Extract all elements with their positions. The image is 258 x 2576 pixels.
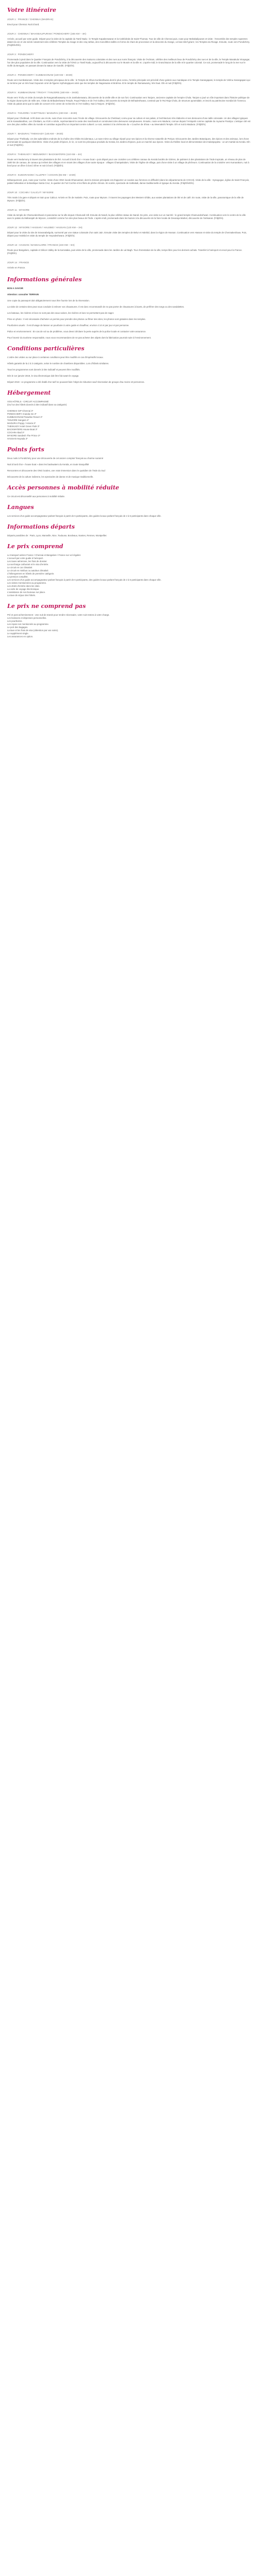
hebergement-block: [7, 400, 251, 440]
itinerary-days: [7, 18, 251, 269]
day-heading: JOUR 9 : KUMARAKOM / ALLEPEY / COCHIN (65 KM – 1H30): [7, 174, 76, 176]
day-heading: JOUR 14 : FRANCE: [7, 261, 29, 264]
info-line: La visite de certains sites peut nous conduire à enlever vos chaussures. Il est donc recommandé de ne pas porter de chaussures à lacets, de préférer des tongs ou des sandalettes.: [7, 306, 185, 308]
condition-line: Tous les programmes sont donnés à titre indicatif et peuvent être modifiés.: [7, 368, 80, 371]
day-paragraph: Route vers Trichy et visite du temple de Ranganathaswamy et de Jambukeswara, découverte de la vieille ville et de son fort. Continuation vers Tanjore, ancienne capitale de l'empire Chola. Tanjore a joué un rôle important dans l'histoire politique de la région durant près de mille ans. Visite du Bribadeshwara Temple, Royal Palace et de l'Art Gallery. Découverte du temple de Brihadeshwara, construit par le Roi Raja Chola, de structure pyramidale, et inscrit au patrimoine mondial de l'Unesco. Visite du palais ainsi que la salle de concert et le centre de recherche et l'Art Gallery. Nuit à Tanjore. (F/dj/Dîn).: [7, 96, 250, 105]
page-title: Votre itinéraire: [7, 7, 56, 13]
hebergement-intro: VOS HÔTELS - CIRCUIT ACCOMPAGNÉ: [7, 400, 49, 403]
day-heading: JOUR 1 : FRANCE / CHENNAI (MADRAS): [7, 18, 54, 21]
section-title-points-forts: Points forts: [7, 446, 44, 453]
section-title-infos-departs: Informations départs: [7, 523, 75, 530]
prix-comprend-item: La carte de voyage électronique.: [7, 588, 40, 590]
hotel-item: COCHIN Abad 3*: [7, 431, 25, 434]
acces-block: [7, 495, 251, 498]
day-block: [7, 53, 251, 67]
informations-block: [7, 287, 251, 340]
day-heading: JOUR 2 : CHENNAI / MAHABALIPURAM / PONDICHERY (165 KM – 4H): [7, 32, 86, 35]
info-line: BON A SAVOIR: [7, 287, 23, 290]
langues-block: [7, 515, 251, 518]
day-heading: JOUR 8 : THEKKADY / NEDUMONY / BACKWATERS (110 KM – 4H): [7, 153, 82, 156]
day-block: [7, 226, 251, 238]
day-heading: JOUR 4 : PONDICHERY / KUMBAKONAM (130 KM – 3H30): [7, 74, 73, 76]
section-title-prix-comprend: Le prix comprend: [7, 543, 63, 550]
prix-ne-comprend-pas-item: Le port des bagages.: [7, 626, 28, 629]
hotel-item: CHENNAI GIP Chennai 3*: [7, 410, 34, 412]
day-block: [7, 244, 251, 255]
info-line: Pour l'avenir du tourisme responsable, nous vous recommandons de ne pas acheter des objets dont la fabrication pourrait nuire à l'environnement.: [7, 336, 151, 339]
day-paragraph: Route vers Kumbakonam. Visite des 4 temples principaux de la ville : le Temple de Shiva Kumbeshwara dont le plus connu, l'entrée principale est précédé d'une galerie aux mandapas et le Temple Sarangapani, le temple de Vishnu Sarangapani qui se termine par un très haut Gopuram orné de figures mythologiques ainsi que les temples de Nageswara et Brahma. Et le temple de Ramaswamy, très haut. Dîn et nuit (F/dj/Dîn).: [7, 79, 250, 84]
section-title-conditions: Conditions particulières: [7, 345, 85, 352]
day-paragraph: Très matin à la gare et départ en train pour Calicut. Arrivée en fin de matinée. Puis, route pour Mysore. À travers les paysages des Western Ghâts, aux vastes plantations de thé et de café. En route, visite de la ville, panoramique de la ville de Mysore. (F/dj/Dîn).: [7, 196, 244, 202]
condition-line: Hôtels garantis de la 2 à 3 catégorie, selon le nombre de chambres disponibles. Lors d'hôtels similaires.: [7, 362, 109, 365]
day-paragraph: Arrivée, accueil par votre guide. Départ pour la visite de la capitale du Tamil Nadu : le Temple Kapaleeswarar et la Cathédrale de Saint-Thomas. Tour de ville de Chennai puis, route pour Mahabalipuram et visite : l'ensemble des temples rupestres datant du vie et viie siècle notamment des célèbres Temples du rivage et des cinq rathas, des monolithes taillés en forme de chars de procession et la descente du Gange, un bas-relief géant ; les Temples du Rivage. Ensuite, route vers Pondichéry. (F/dj/Dîn/Dîn).: [7, 38, 250, 46]
prix-ne-comprend-pas-item: Les assurances en option.: [7, 635, 34, 638]
prix-comprend-item: La pension complète.: [7, 575, 28, 578]
day-block: [7, 91, 251, 106]
day-heading: JOUR 13 : HASSAN / BANGALORE / FRANCE (240 KM – 5H): [7, 244, 75, 246]
prix-comprend-item: La taxe de séjour des hôtels.: [7, 594, 36, 597]
info-line: Prise en photo : Il est nécessaire d'acheter un permis pour prendre des photos ou filmer des sites, les photos sont gratuites dans les temples.: [7, 318, 146, 320]
day-block: [7, 74, 251, 85]
info-line: Les bateaux, les rivières et lacs ne sont pas des eaux saines, les rivières et lacs ne permettent pas de nager.: [7, 312, 115, 314]
point-fort-line: Deux nuits à Pondichéry pour une découverte de cet ancien comptoir français au charme suranné: [7, 457, 104, 460]
conditions-block: [7, 356, 251, 384]
info-line: Pourboires usuels : il est d'usage de laisser un pourboire à votre guide et chauffeur, environ 4 à 5 € par jour et par personne.: [7, 324, 130, 327]
day-block: [7, 261, 251, 269]
section-title-prix-ne-comprend-pas: Le prix ne comprend pas: [7, 603, 86, 609]
condition-line: L'ordre des visites ou sur place à certaines conditions peut être modifié en cas d'impératifs locaux.: [7, 356, 104, 359]
info-line: Une copie du passeport doit obligatoirement nous être fournie lors de la réservation.: [7, 299, 90, 302]
prix-ne-comprend-pas-item: Les boissons et dépenses personnelles.: [7, 617, 47, 619]
prix-comprend-item: Les droits d'entrée dans les sites.: [7, 585, 40, 587]
info-line: Police et environnement : En cas de vol ou de problème, vous devez déclarer la perte auprès de la police locale et contacter votre assurance.: [7, 330, 147, 333]
day-paragraph: Visite du temple de Chamundeshwari et panorama sur la ville depuis Chamundi Hill. Ensuite de Nandi, la plus célèbre statue de Nandi. De près, une visite sur un marché : le grand temple Chamundeshwari. Continuation vers le centre de la ville avec le palais du Maharajah de Mysore, considéré comme l'un des plus beaux de l'Inde. L'après-midi, promenade dans les bazars à la découverte de la foire locale de Devaraja Market, découverte de l'artisanat. (F/dj/Dîn).: [7, 214, 246, 219]
day-block: [7, 132, 251, 147]
hotel-item: KUMBAKONAM Paradise Resort 3*: [7, 416, 43, 418]
langue-line: Les services d'un guide accompagnateur parlant français à partir de 6 participants, des guides locaux parlant français de 2 à 5 participants dans chaque ville.: [7, 515, 162, 517]
day-block: [7, 209, 251, 220]
infos-departs-line: Départs possibles de : Paris, Lyon, Marseille, Nice, Toulouse, Bordeaux, Nantes, Rennes, Montpellier.: [7, 534, 107, 537]
prix-comprend-item: Le circuit en minibus ou autobus climatisé.: [7, 569, 49, 572]
prix-ne-comprend-pas-block: [7, 614, 251, 638]
day-heading: JOUR 10 : COCHIN / CALICUT / MYSORE: [7, 191, 54, 194]
day-heading: JOUR 11 : MYSORE: [7, 209, 30, 211]
prix-ne-comprend-pas-item: Pré et post acheminement : Une nuit de transit pour rendre nécessaire, votre nuit restera à votre charge.: [7, 614, 110, 616]
prix-comprend-item: L'accueil par votre guide à l'aéroport.: [7, 557, 44, 560]
point-fort-line: Rencontres et découverte des ONG locales, une vraie immersion dans le quotidien de l'Inde du Sud: [7, 469, 105, 472]
infos-departs-block: [7, 534, 251, 537]
info-line: Attention: consulter TERRAIN: [7, 293, 39, 296]
hotel-item: THEKKADY Hotel Green Park 3*: [7, 425, 40, 428]
day-paragraph: Départ pour la visite du site de Sravanabelgola, surmonté par une statue colossale d'un saint Jain. Ensuite visite des temples de Belur et Halebid, dans la région de Hassan. Continuation vers Hassan et visite du temple de Chennakeshava. Puis, départ pour Halebid et visite du temple de Hoysaleshwara. (F/dj/Dîn).: [7, 231, 247, 237]
day-block: [7, 32, 251, 47]
prix-ne-comprend-pas-item: La taxe et les frais de visa (obtention par vos soins).: [7, 629, 59, 632]
day-heading: JOUR 7 : MADURAI / THEKKADY (145 KM – 3H30): [7, 132, 63, 135]
day-paragraph: Départ pour Thekkady. Un des splendides endroits de la chaîne des Ghâts Occidentaux, La route mène au village réputé pour ses épices et la réserve naturelle de Periyar. Découverte des Jardins Botaniques, des épices et des animaux, lors d'une promenade de quelques kilomètres. Visite d'un jardin d'épices, le riz, ce sont les principaux produits du Kerala, les Jardins d'épices, puis un marché aux épices. Visite du théâtre local et démonstration des Kalaripayattu - un art martial du Kerala. Dîn et nuit (F/dj/Dîn).: [7, 138, 250, 146]
day-block: [7, 153, 251, 167]
day-block: [7, 191, 251, 202]
day-paragraph: Promenade à pied dans le Quartier Français de Pondichéry, à la découverte des maisons coloniales et des rues aux noms français. Visite de l'Ashram, célèbre des meilleurs lieux de Pondichéry des rues et de la ville, le Temple Manakula Vinayagar, l'un des plus populaires de la ville. Continuation vers la visite de l'ONG Le Tamil Nadu, aujourd'hui à découverte sur le Musée et la ville et. L'après-midi, le Grand Bazar de la ville et le quartier colonial. Ce soir, promenade le long de la mer sur le Golfe du Bengale, en passant devant la statue de Gandhi. (F/dj/Dîn).: [7, 58, 250, 67]
hotel-item: PONDICHERY Ananda Inn 3*: [7, 413, 37, 415]
day-paragraph: Route vers Nedumony à travers des plantations de thé. Accueil à bord d'un « House boat » puis départ pour une croisière Les célèbres canaux du Kerala bordés de rizières, de palmiers à des plantations de l'Inde tropicale, un réseau de plus de 1500 km de canaux, de canaux qui relient des villages et en vivant des villages d'une autre époque : villages Champakulam, Visite de l'église de village, puis d'une visite à un village de pêcheurs. Continuation de la croisière vers Kumarakom, nuit à bord pour un dîner à bord. Dîner et nuit à bord. (F/dj/Dîn).: [7, 158, 249, 167]
day-heading: JOUR 5 : KUMBAKONAM / TRICHY / TANJORE (180 KM – 3H30): [7, 91, 78, 94]
section-title-hebergement: Hébergement: [7, 389, 51, 396]
section-title-informations: Informations générales: [7, 276, 82, 283]
day-paragraph: Arrivée en France.: [7, 266, 26, 269]
prix-comprend-item: Les taxes aériennes, les frais de dossier.: [7, 560, 47, 563]
hotel-item: HASSAN Hoysala 3*: [7, 437, 28, 440]
hotel-item: BACKWATERS House Boat 3*: [7, 428, 38, 431]
day-paragraph: Débarquement, puis, route pour Cochin. Visite d'une ONG locale Dhanvantari, dont la mission principale est d'apporter un soutien aux femmes en difficulté (dans les départements de COCHI). Visite de la ville : Synagogue, église de Saint-François, palais hollandais et la Basilique Santa Cruz, le quartier de Fort Cochin et les filets de pêche chinois. En soirée, spectacle de Kathakali, danse traditionnelle et typique du Kerala. (F/dj/Dîn/Dîn).: [7, 179, 250, 184]
point-fort-line: Nuit à bord d'un « house boat » dans les backwaters du Kerala, en toute tranquillité: [7, 463, 89, 466]
prix-comprend-item: Les visites mentionnées au programme.: [7, 582, 47, 584]
day-paragraph: Route pour Bangalore, capitale et Silicon Valley de la Karnataka, puis visite de la ville, promenade dans les Jardins de Lal Bagh. Tour d'orientation de la ville, temps libre pour les derniers achats. Transfert à l'aéroport et envol pour la France. (F/dj/Dîn).: [7, 249, 243, 255]
prix-ne-comprend-pas-item: Le supplément single.: [7, 632, 29, 635]
hotel-list: [7, 410, 251, 440]
prix-comprend-item: Le transport aérien France / Chennai et Bangalore / France sur vol régulier.: [7, 554, 82, 556]
day-heading: JOUR 3 : PONDICHERY: [7, 53, 34, 56]
condition-line: Départ 2019 : ce programme a été établi d'un tarif ne pouvant faire l'objet de réduction sauf réservation de groupe d'au moins 10 personnes.: [7, 381, 145, 383]
prix-comprend-item: L'hébergement en hôtels de première catégorie.: [7, 572, 55, 575]
points-forts-block: [7, 457, 251, 479]
hotel-item: MYSORE Sandesh The Prince 3*: [7, 434, 40, 437]
hotel-item: TANJORE Sangam 4*: [7, 419, 29, 421]
prix-comprend-item: La surcharge carburant et le visa d'entrée.: [7, 563, 49, 566]
point-fort-line: Découverte de la culture indienne, les spectacles de danse et de musique traditionnelle.: [7, 476, 94, 478]
day-heading: JOUR 6 : TANJORE / CHETTINAD / MADURAI (230 KM – 4H30): [7, 112, 77, 114]
day-block: [7, 112, 251, 126]
prix-comprend-block: [7, 554, 251, 597]
prix-comprend-item: L'assistance de nos bureaux sur place.: [7, 591, 46, 594]
prix-ne-comprend-pas-item: Les pourboires.: [7, 620, 23, 622]
prix-comprend-item: Les services d'un guide accompagnateur parlant français à partir de 6 participants, des guides locaux parlant français de 2 à 5 participants dans chaque ville.: [7, 579, 162, 581]
section-title-acces: Accès personnes à mobilité réduite: [7, 484, 119, 491]
content: [0, 0, 258, 638]
day-paragraph: Départ pour Chettinad. Arrêt dans une école, suivi d'une rencontre avec l'école de village. Découverte du Chettinad, connu pour sa culture et ses palais, à l'architecture très élaborée et ses demeures d'une taille colossale. Un des villages typiques est le Kanadukathan, Les Chettiars, au XVIII e siècle, représentaient la caste des marchands et construisent des demeures somptueuses. Ensuite, route vers Madurai, connue depuis l'Antiquité comme capitale du royaume Pandya. L'antique cité est une des plus vieilles villes du monde et constitue aujourd'hui un important centre culturel. Le soir, assistez à la cérémonie du « Coucher de Shiva » au Meenakshi Temple. Dîn et nuit à Madurai. (F/dj/Dîn).: [7, 117, 251, 126]
day-paragraph: Envol pour Chennai. Nuit à bord.: [7, 23, 40, 26]
day-heading: JOUR 12 : MYSORE / HASSAN / HALEBID / HASSAN (120 KM – 3H): [7, 226, 83, 229]
condition-line: Dès le 1er janvier 2019, le visa électronique doit être fait avant le voyage.: [7, 375, 79, 377]
prix-ne-comprend-pas-item: Les repas non mentionnés au programme.: [7, 623, 49, 625]
hebergement-sub: (Ou l'un des hôtels donnés à titre indicatif dans sa catégorie): [7, 403, 67, 406]
day-block: [7, 18, 251, 26]
hotel-item: MADURAI Poppy / Astoria 3*: [7, 422, 36, 425]
prix-comprend-item: Le circuit en car climatisé.: [7, 566, 33, 569]
acces-line: Ce circuit est déconseillé aux personnes à mobilité réduite.: [7, 495, 66, 498]
section-title-langues: Langues: [7, 504, 34, 511]
day-block: [7, 174, 251, 185]
